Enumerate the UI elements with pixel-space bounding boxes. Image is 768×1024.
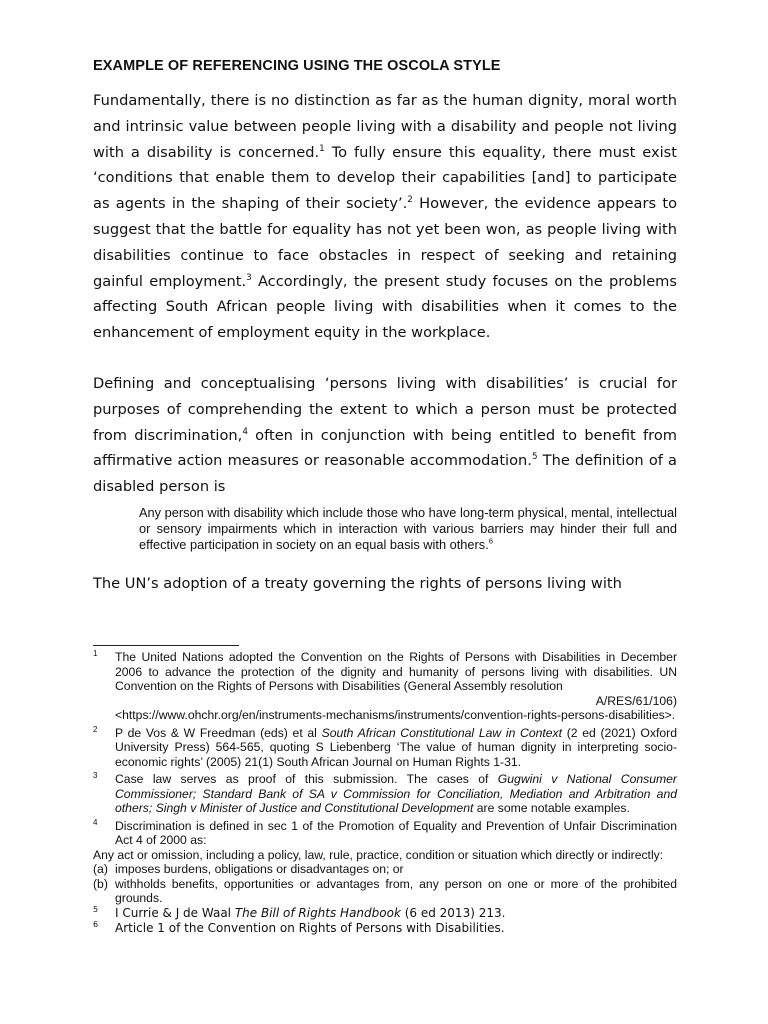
footnote-5-authors: I Currie & J de Waal xyxy=(115,905,235,920)
paragraph-2-sentence-3: The definition of a disabled person is xyxy=(93,452,677,496)
block-quote xyxy=(139,505,677,553)
footnote-4-item-a-marker: (a) xyxy=(93,862,108,876)
footnote-2-authors: P de Vos & W Freedman (eds) et al xyxy=(115,725,322,740)
paragraph-3: The UN’s adoption of a treaty governing the rights of persons living with xyxy=(93,574,622,592)
footnote-3-outro: are some notable examples. xyxy=(473,801,630,815)
footnote-6-text: Article 1 of the Convention on Rights of Persons with Disabilities. xyxy=(115,920,505,935)
footnote-4-intro: Discrimination is defined in sec 1 of the Promotion of Equality and Prevention of Unfair Discrimination Act 4 of 2000 as: xyxy=(115,818,677,847)
paragraph-1-sentence-4: Accordingly, the present study focuses on the problems affecting South African people living with disabilities when it comes to the enhancement of employment equity in the workplace. xyxy=(93,272,677,342)
footnote-5-details: (6 ed 2013) 213. xyxy=(400,905,506,920)
footnote-ref-4[interactable]: 4 xyxy=(242,426,248,437)
footnote-1-resolution: A/RES/61/106) xyxy=(595,693,677,708)
footnote-ref-5[interactable]: 5 xyxy=(531,452,538,463)
paragraph-1-sentence-1: Fundamentally, there is no distinction as far as the human dignity, moral worth and intrinsic value between people living with a disability and people not living with a disability is concerned. xyxy=(93,92,677,161)
paragraph-2-sentence-1: Defining and conceptualising ‘persons living with disabilities’ is crucial for purposes of comprehending the extent to which a person must be protected from discrimination, xyxy=(93,374,677,444)
footnote-6-number: 6 xyxy=(93,919,99,929)
footnote-2-details: (2 ed (2021) Oxford University Press) 564-565, quoting S Liebenberg ‘The value of human dignity in interpreting socio-economic rights’ (2005) 21(1) South African Journal on Human Rights 1-31. xyxy=(115,725,677,769)
footnote-ref-3[interactable]: 3 xyxy=(246,272,252,283)
footnote-2-number: 2 xyxy=(93,724,98,734)
footnote-3-number: 3 xyxy=(93,771,98,780)
footnote-4-item-a-text: imposes burdens, obligations or disadvantages on; or xyxy=(115,862,404,876)
footnotes-section xyxy=(93,650,677,936)
footnote-5 xyxy=(93,906,677,921)
paragraph-1-sentence-3: However, the evidence appears to suggest that the battle for equality has not yet been won, as people living with disabilities continue to face obstacles in respect of seeking and retaining gainful employment. xyxy=(93,195,677,290)
footnote-3-intro: Case law serves as proof of this submission. The cases of xyxy=(115,772,498,786)
block-quote-text: Any person with disability which include those who have long-term physical, mental, intellectual or sensory impairments which in interaction with various barriers may hinder their full and effective participation in society on an equal basis with others. xyxy=(139,504,677,552)
footnote-4-item-a xyxy=(93,862,677,877)
footnote-ref-1[interactable]: 1 xyxy=(319,143,325,154)
footnote-2 xyxy=(93,726,677,770)
paragraph-2 xyxy=(93,371,677,500)
footnote-4 xyxy=(93,819,677,906)
footnote-ref-6[interactable]: 6 xyxy=(488,536,494,546)
footnote-2-book-title: South African Constitutional Law in Context xyxy=(321,725,563,740)
footnote-5-book-title: The Bill of Rights Handbook xyxy=(234,905,401,920)
document-page xyxy=(93,58,677,597)
footnote-1-text: The United Nations adopted the Convention on the Rights of Persons with Disabilities in December 2006 to advance the protection of the dignity and humanity of persons living with disabilities. UN Convention on the Rights of Persons with Disabilities (General Assembly resolution xyxy=(115,650,677,693)
paragraph-1-sentence-2: To fully ensure this equality, there must exist ‘conditions that enable them to develop their capabilities [and] to participate as agents in the shaping of their society’. xyxy=(93,143,677,213)
footnote-separator xyxy=(93,645,239,646)
footnote-ref-2[interactable]: 2 xyxy=(407,195,413,206)
document-title: EXAMPLE OF REFERENCING USING THE OSCOLA STYLE xyxy=(93,58,501,74)
footnote-4-item-b-text: withholds benefits, opportunities or advantages from, any person on one or more of the prohibited grounds. xyxy=(115,876,677,905)
footnote-1-number: 1 xyxy=(93,649,98,658)
footnote-4-item-b-marker: (b) xyxy=(93,876,108,891)
footnote-3 xyxy=(93,772,677,816)
footnote-3-cases: Gugwini v National Consumer Commissioner; Standard Bank of SA v Commission for Conciliation, Mediation and Arbitration and others; Singh v Minister of Justice and Constitutional Development xyxy=(115,772,677,815)
footnote-1 xyxy=(93,650,677,723)
footnote-4-list xyxy=(93,862,677,906)
footnote-4-item-b xyxy=(93,877,677,906)
footnote-5-number: 5 xyxy=(93,904,99,914)
paragraph-2-sentence-2: often in conjunction with being entitled to benefit from affirmative action measures or reasonable accommodation. xyxy=(93,426,677,470)
footnote-6 xyxy=(93,921,677,936)
footnote-4-definition: Any act or omission, including a policy, law, rule, practice, condition or situation which directly or indirectly: xyxy=(93,847,664,862)
paragraph-1 xyxy=(93,88,677,346)
footnote-1-url[interactable]: <https://www.ohchr.org/en/instruments-mechanisms/instruments/convention-rights-persons-disabilities>. xyxy=(115,708,676,722)
footnote-4-number: 4 xyxy=(93,817,98,827)
